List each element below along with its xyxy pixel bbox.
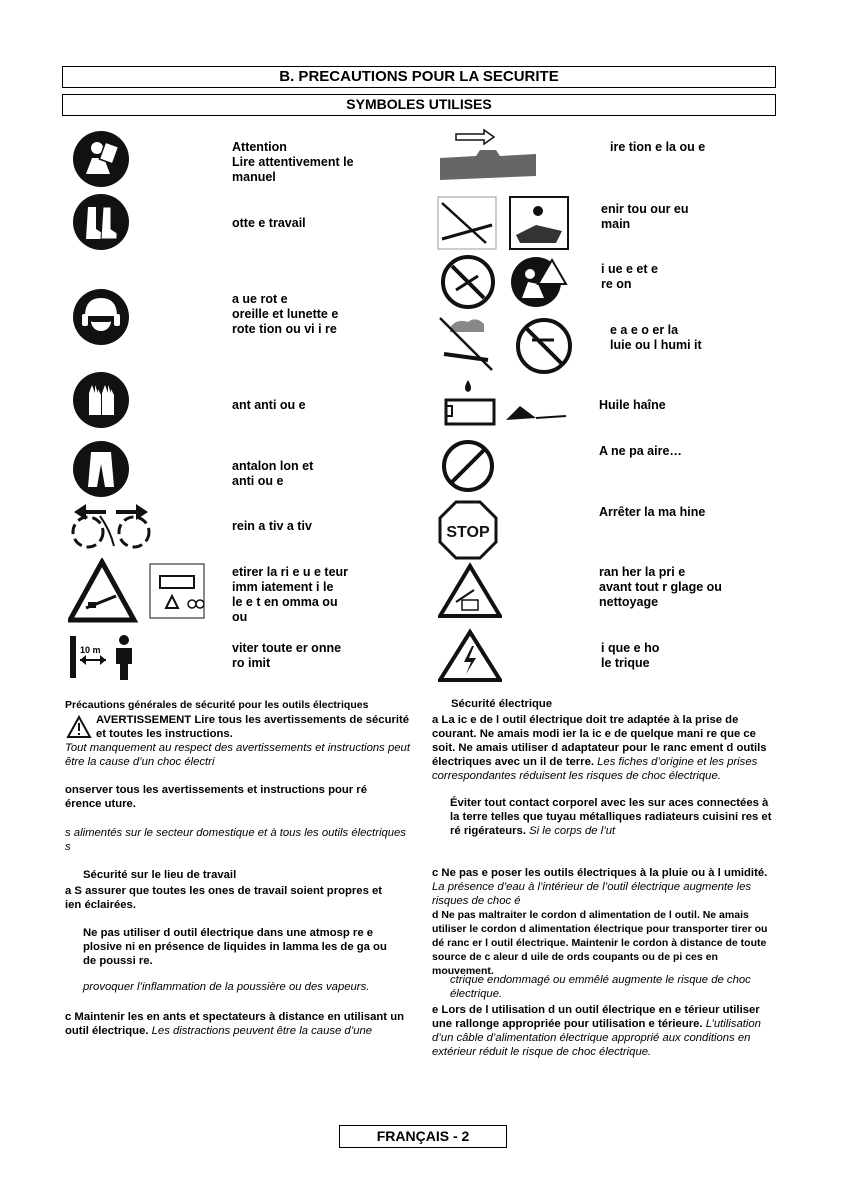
section-title: B. PRECAUTIONS POUR LA SECURITE (62, 66, 776, 88)
electrical-item-b: Éviter tout contact corporel avec les sur aces connectées à la terre telles que tuyau métalliques radiateurs cuisini res et ré rigérateurs. Si le corps de l’ut (450, 797, 772, 837)
kickback-hazard-icon (440, 254, 568, 310)
symbol-label-stop: Arrêter la ma hine (599, 505, 706, 519)
manual-reading-icon (72, 130, 130, 188)
symbol-label-prohibited: A ne pa aire… (599, 444, 682, 458)
helmet-ear-eye-protection-icon (72, 288, 130, 346)
page-footer: FRANÇAIS - 2 (339, 1125, 507, 1148)
electrical-item-a: a La ic e de l outil électrique doit tre adaptée à la prise de courant. Ne amais modi ier la ic e de quelque mani re que ce soit. Ne amais utiliser d adaptateur pour le ranc ement d outils électriques avec un il de terre. Les fiches d’origine et les prises correspondantes réduisent les risques de choc électrique. (432, 714, 767, 782)
symbol-label-spark-plug: etirer la ri e u e teur imm iatement i le le e t en omma ou ou (232, 565, 349, 624)
work-area-item-b-note: provoquer l’inflammation de la poussière ou des vapeurs. (83, 981, 370, 993)
symbol-label-manual: Attention Lire attentivement le manuel (232, 140, 354, 184)
chain-brake-icon (66, 500, 158, 552)
electric-shock-icon (438, 628, 502, 684)
electrical-item-d: d Ne pas maltraiter le cordon d alimentation de l outil. Ne amais utiliser le cordon d alimentation électrique pour transporter tirer ou dé ranc er l outil électrique. Maintenir le cordon à distance de toute source de c aleur d uile de ords coupants ou de pi ces en mouvement. (432, 909, 768, 977)
work-area-title: Sécurité sur le lieu de travail (83, 869, 237, 881)
warning-triangle-icon (66, 715, 92, 739)
symbol-label-electric-shock: i que e ho le trique (601, 641, 660, 670)
symbol-label-chain-brake: rein a tiv a tiv (232, 519, 312, 533)
gloves-icon (72, 371, 130, 429)
symbol-label-two-hands: enir tou our eu main (601, 202, 689, 231)
stop-sign-icon (438, 500, 498, 560)
symbol-label-boots: otte e travail (232, 216, 306, 230)
electrical-item-c: c Ne pas e poser les outils électriques à la pluie ou à l umidité. La présence d’eau à l’intérieur de l’outil électrique augmente les risques de choc é (432, 867, 768, 907)
distance-label: 10 m (80, 645, 101, 655)
warning-consequence: Tout manquement au respect des avertissements et instructions peut être la cause d’un choc électri (65, 742, 410, 768)
tool-definition: s alimentés sur le secteur domestique et à tous les outils électriques s (65, 827, 406, 853)
chain-oil-icon (440, 376, 576, 432)
warning-text: AVERTISSEMENT Lire tous les avertissements de sécurité et toutes les instructions. (96, 714, 410, 740)
general-safety-heading: Précautions générales de sécurité pour les outils électriques (65, 699, 369, 711)
prohibited-icon (440, 438, 496, 494)
symbol-label-gloves: ant anti ou e (232, 398, 306, 412)
work-area-item-c: c Maintenir les en ants et spectateurs à distance en utilisant un outil électrique. Les distractions peuvent être la cause d’une (65, 1011, 405, 1037)
section-subtitle: SYMBOLES UTILISES (62, 94, 776, 116)
symbol-label-kickback: i ue e et e re on (601, 262, 658, 291)
no-rain-icon (436, 314, 576, 374)
chain-direction-icon (436, 128, 546, 186)
symbol-label-unplug: ran her la pri e avant tout r glage ou nettoyage (599, 565, 722, 609)
electrical-item-e: e Lors de l utilisation d un outil électrique en e térieur utiliser une rallonge appropriée pour utilisation e térieure. L’utilisation d’un câble d’alimentation électrique approprié aux conditions en extérieur réduit le risque de choc électrique. (432, 1004, 761, 1058)
symbol-label-chain-direction: ire tion e la ou e (610, 140, 706, 154)
stop-sign-text: STOP (446, 524, 490, 541)
work-boots-icon (72, 193, 130, 251)
work-area-item-a: a S assurer que toutes les ones de travail soient propres et ien éclairées. (65, 885, 383, 911)
keep-distance-10m-icon (66, 632, 138, 682)
two-hands-icon (436, 195, 572, 251)
keep-instructions: onserver tous les avertissements et instructions pour ré érence uture. (65, 784, 367, 810)
remove-spark-plug-icon (68, 558, 210, 624)
symbol-label-helmet: a ue rot e oreille et lunette e rote tion ou vi i re (232, 292, 339, 336)
symbol-label-no-rain: e a e o er la luie ou l humi it (610, 323, 702, 352)
trousers-icon (72, 440, 130, 498)
symbol-label-trousers: antalon lon et anti ou e (232, 459, 314, 488)
symbol-label-chain-oil: Huile haîne (599, 398, 666, 412)
work-area-item-b: Ne pas utiliser d outil électrique dans une atmosp re e plosive ni en présence de liquides in lamma les de ga ou de poussi re. (83, 927, 387, 967)
electrical-item-d-note: ctrique endommagé ou emmêlé augmente le risque de choc électrique. (450, 974, 751, 1000)
electrical-safety-heading: Sécurité électrique (451, 698, 553, 710)
unplug-before-maintenance-icon (438, 562, 502, 620)
symbol-label-distance: viter toute er onne ro imit (232, 641, 342, 670)
